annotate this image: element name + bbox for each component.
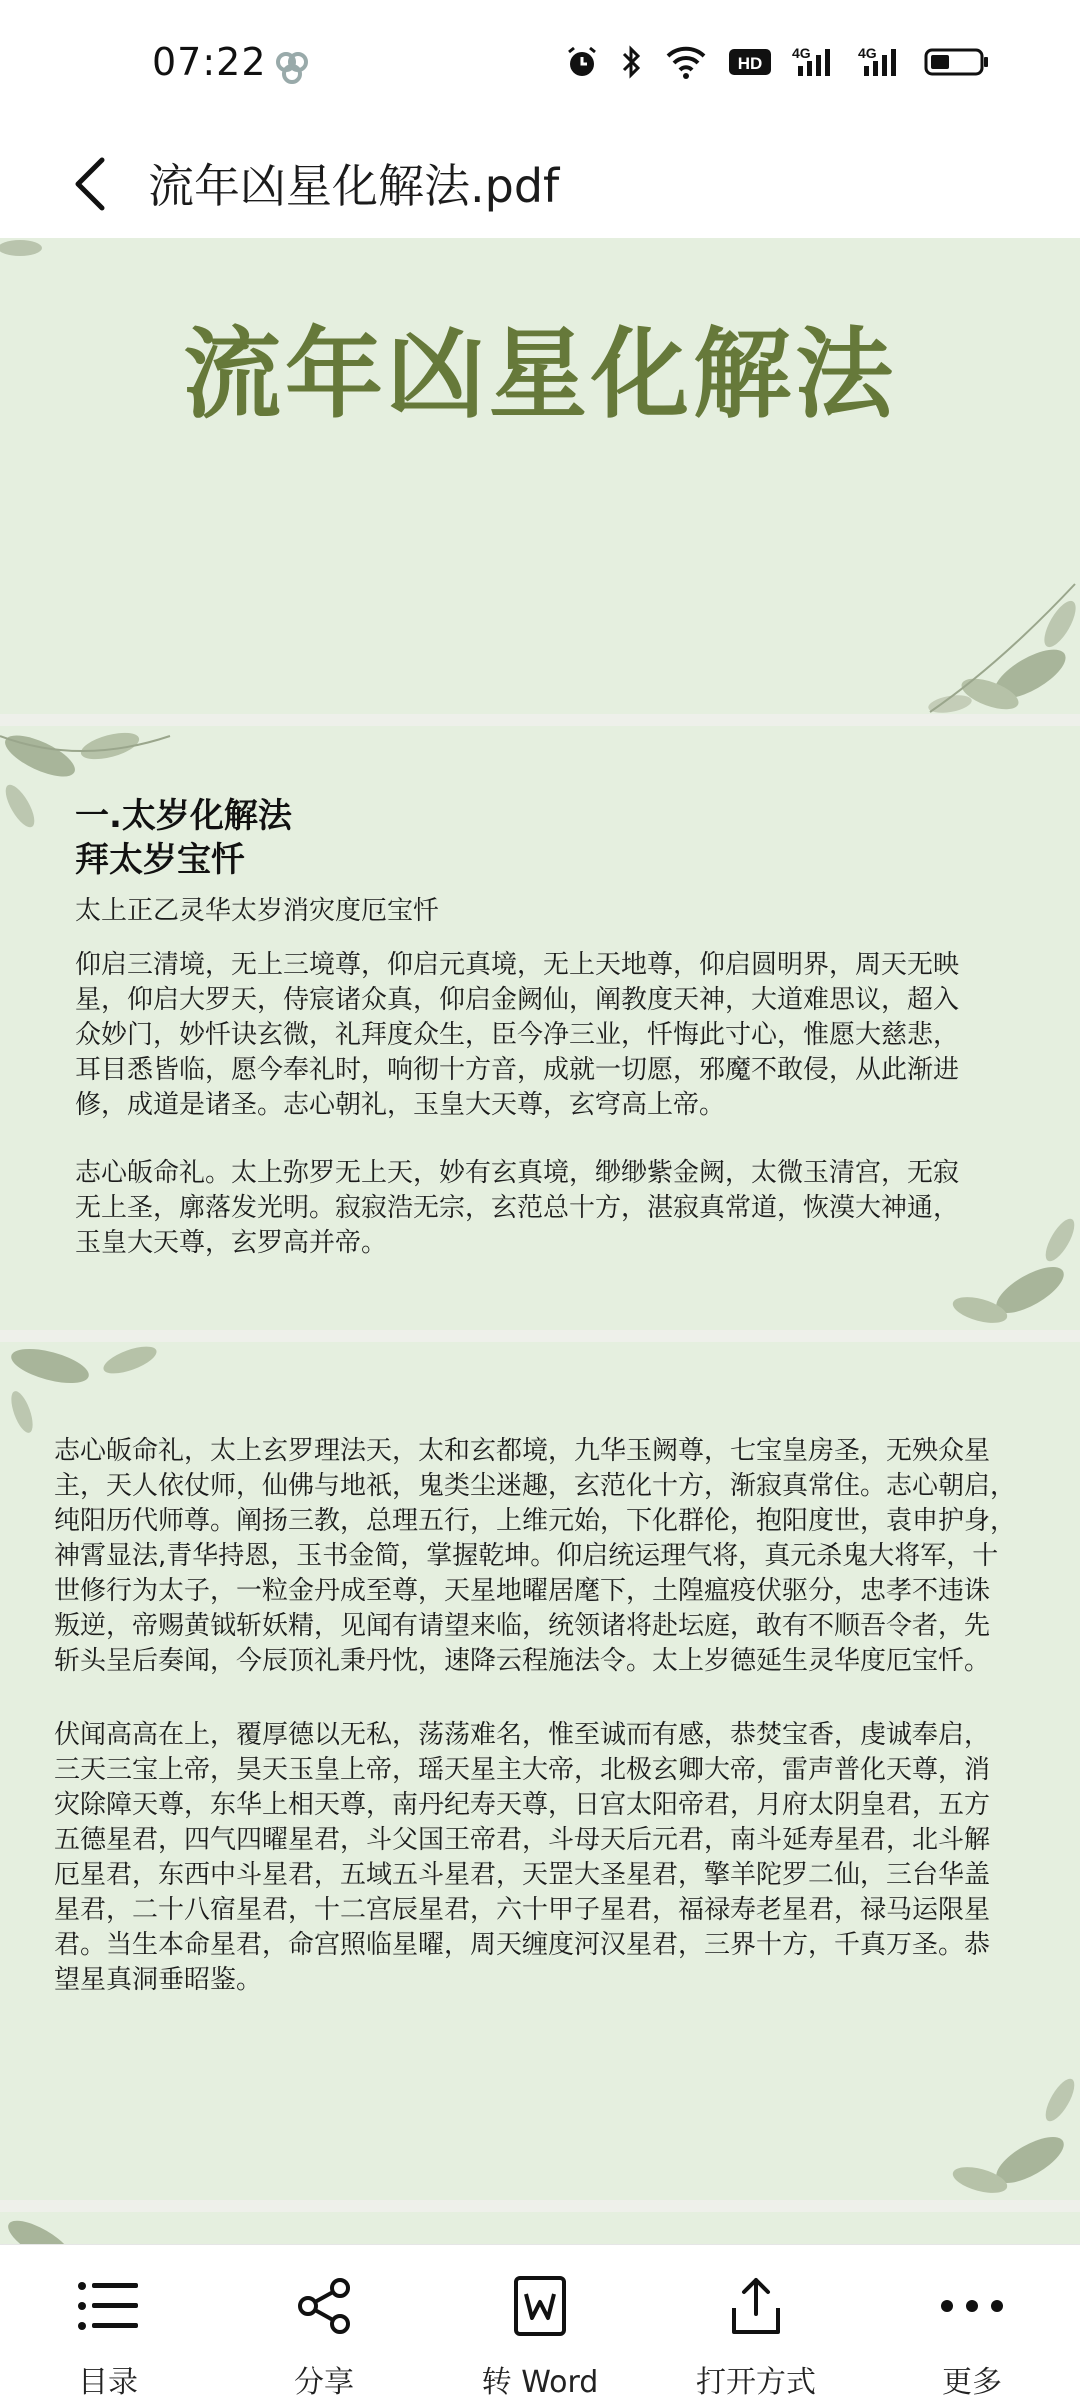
toolbar-label: 更多 (942, 2365, 1002, 2400)
pdf-page-1 (0, 238, 1080, 714)
bluetooth-icon (620, 44, 644, 80)
hd-badge (728, 46, 772, 78)
open-with-icon (726, 2274, 786, 2338)
open-with-button[interactable] (648, 2245, 864, 2401)
more-button[interactable] (864, 2245, 1080, 2401)
app-notification-icon (272, 48, 312, 88)
signal-4g-icon (792, 44, 838, 80)
svg-text:HD: HD (737, 54, 763, 73)
list-icon (76, 2278, 140, 2334)
back-button[interactable] (60, 144, 120, 224)
heading-line-2: 拜太岁宝忏 (75, 840, 245, 880)
alarm-icon (564, 44, 600, 80)
leaf-decoration-icon (0, 238, 60, 268)
status-bar (0, 0, 1080, 130)
svg-text:4G: 4G (858, 45, 877, 61)
paragraph: 伏闻高高在上，覆厚德以无私，荡荡难名，惟至诚而有感，恭焚宝香，虔诚奉启， 三天三宝上帝，昊天玉皇上帝，瑶天星主大帝，北极玄卿大帝，雷声普化天尊，消 灾除障天尊，东华上相天尊，南丹纪寿天尊，日宫太阳帝君，月府太阴皇君，五方 五德星君，四气四曜星君，斗父国王帝君，斗母天后元君，南斗延寿星君，北斗解 厄星君，东西中斗星君，五域五斗星君，天罡大圣星君，擎羊陀罗二仙，三台华盖 星君，二十八宿星君，十二宫辰星君，六十甲子星君，福禄寿老星君，禄马运限星 君。当生本命星君，命宫照临星曜，周天缠度河汉星君，三界十方，千真万圣。恭 望星真洞垂昭鉴。 (54, 1720, 991, 1995)
toolbar-label: 打开方式 (696, 2365, 816, 2400)
paragraph: 太上正乙灵华太岁消灾度厄宝忏 (75, 896, 440, 926)
toolbar-label: 目录 (78, 2365, 138, 2400)
leaf-decoration-icon (0, 2212, 160, 2244)
bottom-toolbar (0, 2244, 1080, 2401)
section-heading (75, 794, 292, 882)
signal-4g-icon-2 (858, 44, 904, 80)
pdf-page-2 (0, 726, 1080, 1330)
toolbar-label: 转 Word (481, 2365, 599, 2400)
pdf-page-3 (0, 1342, 1080, 2200)
battery-icon (924, 44, 990, 80)
status-time: 07:22 (152, 40, 267, 84)
wifi-icon (664, 44, 708, 80)
word-icon (510, 2274, 570, 2338)
leaf-decoration-icon (910, 554, 1080, 714)
convert-word-button[interactable] (432, 2245, 648, 2401)
paragraph: 仰启三清境，无上三境尊，仰启元真境，无上天地尊，仰启圆明界，周天无映 星，仰启大罗天，侍宸诸众真，仰启金阙仙，阐教度天神，大道难思议，超入 众妙门，妙忏诀玄微，礼拜度众生，臣今净三业，忏悔此寸心，惟愿大慈悲， 耳目悉皆临，愿今奉礼时，响彻十方音，成就一切愿，邪魔不敢侵，从此渐进 修，成道是诸圣。志心朝礼，玉皇大天尊，玄穹高上帝。 (75, 950, 960, 1120)
leaf-decoration-icon (910, 2030, 1080, 2200)
toc-button[interactable] (0, 2245, 216, 2401)
share-button[interactable] (216, 2245, 432, 2401)
pdf-page-4 (0, 2212, 1080, 2244)
back-arrow-icon (70, 154, 110, 214)
paragraph: 志心皈命礼，太上玄罗理法天，太和玄都境，九华玉阙尊，七宝皇房圣，无殃众星 主，天人依仗师，仙佛与地祇，鬼类尘迷趣，玄范化十方，渐寂真常住。志心朝启， 纯阳历代师尊。阐扬三教，总理五行，上维元始，下化群伦，抱阳度世，袁申护身， 神霄显法,青华持恩，玉书金简，掌握乾坤。仰启统运理气将，真元杀鬼大将军，十 世修行为太子，一粒金丹成至尊，天星地曜居麾下，土隍瘟疫伏驱分，忠孝不违诛 叛逆，帝赐黄钺斩妖精，见闻有请望来临，统领诸将赴坛庭，敢有不顺吾令者，先 斩头呈后奏闻，今辰顶礼秉丹忱，速降云程施法令。太上岁德延生灵华度厄宝忏。 (54, 1436, 1017, 1676)
svg-text:4G: 4G (792, 45, 811, 61)
share-icon (294, 2276, 354, 2336)
heading-line-1: 一.太岁化解法 (75, 796, 292, 836)
cover-title: 流年凶星化解法 (182, 318, 897, 432)
toolbar-label: 分享 (294, 2365, 354, 2400)
more-icon (937, 2296, 1007, 2316)
leaf-decoration-icon (910, 1180, 1080, 1330)
pdf-viewer[interactable] (0, 238, 1080, 2244)
paragraph: 志心皈命礼。太上弥罗无上天，妙有玄真境，缈缈紫金阙，太微玉清宫，无寂 无上圣，廓落发光明。寂寂浩无宗，玄范总十方，湛寂真常道，恢漠大神通， 玉皇大天尊，玄罗高并帝。 (75, 1158, 960, 1258)
document-title: 流年凶星化解法.pdf (148, 159, 560, 213)
app-header (0, 130, 1080, 238)
